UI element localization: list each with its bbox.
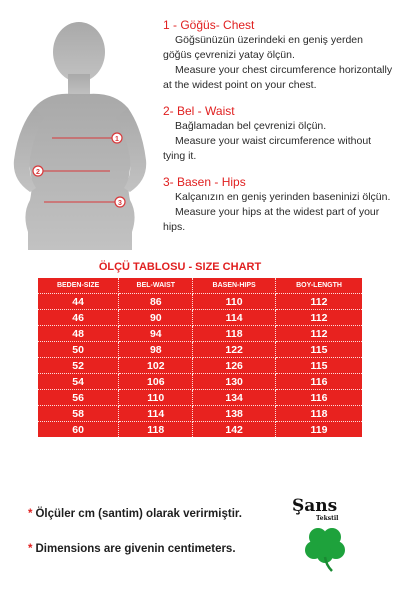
cell-waist: 106 [119,374,193,390]
cell-length: 116 [276,390,362,406]
table-row [38,374,362,390]
cell-hips: 130 [193,374,276,390]
cell-size: 48 [38,326,119,342]
cell-size: 46 [38,310,119,326]
cell-waist: 90 [119,310,193,326]
table-header-row [38,278,362,294]
cell-size: 44 [38,294,119,310]
cell-waist: 102 [119,358,193,374]
cell-length: 112 [276,310,362,326]
table-row [38,406,362,422]
cell-size: 54 [38,374,119,390]
instruction-title: 3- Basen - Hips [163,175,246,189]
silhouette [14,22,146,250]
cell-size: 60 [38,422,119,437]
cell-length: 112 [276,294,362,310]
header-waist: BEL-WAIST [119,278,193,294]
instruction-text-en: Measure your chest circumference horizontally at the widest point on your chest. [163,64,393,91]
instruction-chest [163,18,393,93]
body-measurement-figure [0,0,160,250]
table-row [38,390,362,406]
cell-hips: 122 [193,342,276,358]
instruction-text-tr: Göğsünüzün üzerindeki en geniş yerden göğüs çevrenizi yatay ölçün. [163,34,363,61]
logo-brand-sub: Tekstil [316,515,339,522]
instruction-hips [163,175,393,235]
cell-size: 50 [38,342,119,358]
cell-hips: 126 [193,358,276,374]
marker-2-label: 2 [36,169,40,176]
marker-3 [115,197,125,207]
table-row [38,310,362,326]
note-units-tr [28,508,242,520]
cell-length: 112 [276,326,362,342]
cell-hips: 134 [193,390,276,406]
instruction-title: 2- Bel - Waist [163,104,235,118]
cell-hips: 114 [193,310,276,326]
instruction-text-en: Measure your hips at the widest part of your hips. [163,206,380,233]
table-row [38,342,362,358]
cell-size: 58 [38,406,119,422]
brand-logo [286,496,366,576]
instruction-waist [163,104,393,164]
instruction-text-en: Measure your waist circumference without tying it. [163,135,372,162]
marker-1 [112,133,122,143]
cell-waist: 94 [119,326,193,342]
cell-waist: 98 [119,342,193,358]
cell-hips: 138 [193,406,276,422]
cell-waist: 86 [119,294,193,310]
cell-hips: 142 [193,422,276,437]
header-size: BEDEN-SIZE [38,278,119,294]
cell-length: 116 [276,374,362,390]
note-units-en [28,543,236,555]
marker-1-label: 1 [115,136,119,143]
logo-brand-name: Şans [292,496,338,516]
cell-hips: 110 [193,294,276,310]
instruction-text-tr: Kalçanızın en geniş yerinden baseninizi ölçün. [175,191,391,203]
clover-icon [302,523,348,573]
header-length: BOY-LENGTH [276,278,362,294]
measurement-instructions [163,18,393,246]
cell-length: 115 [276,342,362,358]
note-text: Ölçüler cm (santim) olarak verirmiştir. [35,508,242,520]
note-star: * [28,543,33,555]
note-star: * [28,508,33,520]
table-row [38,294,362,310]
marker-2 [33,166,43,176]
cell-length: 115 [276,358,362,374]
size-chart-table [38,278,362,437]
note-text: Dimensions are givenin centimeters. [35,543,236,555]
cell-waist: 114 [119,406,193,422]
cell-length: 119 [310,423,328,436]
header-hips: BASEN-HIPS [193,278,276,294]
cell-waist: 110 [119,390,193,406]
table-row [38,422,362,437]
cell-size: 56 [38,390,119,406]
size-chart-title: ÖLÇÜ TABLOSU - SIZE CHART [98,261,262,273]
table-row [38,326,362,342]
table-row [38,358,362,374]
cell-length: 118 [276,406,362,422]
cell-hips: 118 [193,326,276,342]
instruction-text-tr: Bağlamadan bel çevrenizi ölçün. [175,120,327,132]
instruction-title: 1 - Göğüs- Chest [163,18,255,32]
marker-3-label: 3 [118,200,122,207]
cell-waist: 118 [119,422,193,437]
cell-size: 52 [38,358,119,374]
